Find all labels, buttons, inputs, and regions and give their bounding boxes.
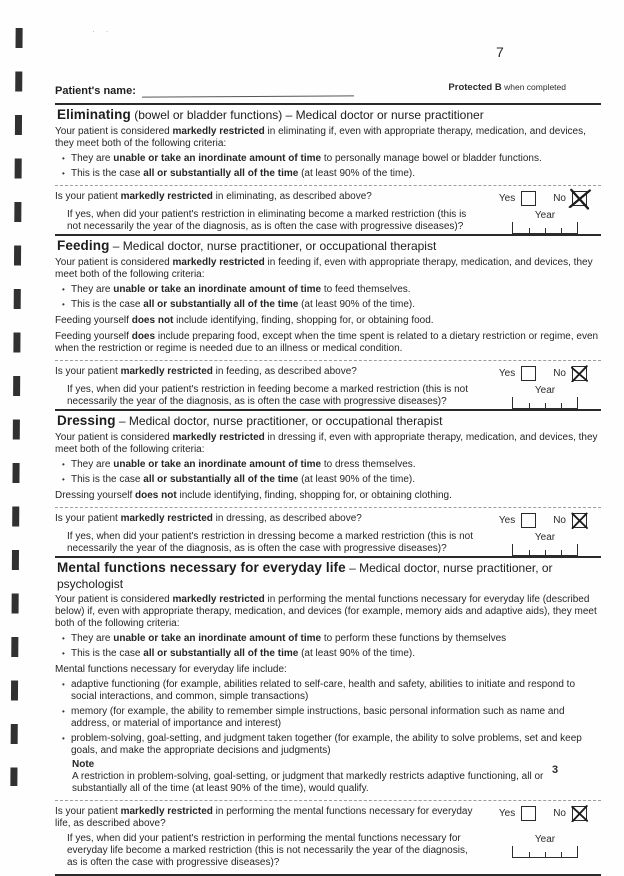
text-post: (at least 90% of the time). [298, 167, 416, 179]
mental-function-bullet [62, 679, 601, 703]
yes-label: Yes [498, 807, 516, 819]
section-intro [55, 432, 601, 456]
text-bold: does not [131, 314, 174, 326]
text-bold: markedly restricted [172, 431, 265, 443]
bullet-dot-icon: • [62, 474, 65, 484]
x-mark-icon [567, 187, 592, 211]
text-post: (at least 90% of the time). [298, 647, 416, 659]
criteria-bullet [62, 299, 601, 311]
title-rest: – Medical doctor, nurse practitioner, or psychologist [57, 560, 553, 591]
protected-b-rest: when completed [501, 82, 566, 92]
year-block [489, 833, 601, 858]
question-text [55, 366, 499, 378]
text-bold: all or substantially all of the time [143, 298, 299, 310]
text-bold: unable or take an inordinate amount of time [113, 152, 322, 164]
if-yes-text: If yes, when did your patient's restriction in eliminating become a marked restriction (this is not necessarily the year of the diagnosis, as is often the case with progressive diseases)? [67, 208, 467, 232]
bullet-dot-icon: • [62, 153, 65, 163]
question-text [55, 513, 499, 525]
text-pre: They are [71, 458, 114, 470]
mental-function-bullet [62, 706, 601, 730]
text-pre: Your patient is considered [55, 431, 173, 443]
text-post: in dressing if, even with appropriate therapy, medication, and devices, they meet both of the following criteria: [55, 431, 598, 455]
page-number-top: 7 [496, 44, 504, 60]
section-feeding [55, 234, 601, 409]
text-pre: Is your patient [55, 805, 121, 817]
text-pre: Is your patient [55, 190, 121, 202]
x-mark-icon [571, 365, 588, 382]
year-label: Year [534, 833, 556, 845]
if-yes-text: If yes, when did your patient's restriction in performing the mental functions necessary for everyday life become a marked restriction (this is not necessarily the year of the diagnosis, as is often the case with progressive diseases)? [67, 832, 468, 868]
include-line: Mental functions necessary for everyday life include: [55, 663, 287, 675]
year-label: Year [534, 209, 556, 221]
section-mental-title [57, 560, 601, 592]
text-bold: unable or take an inordinate amount of time [113, 283, 322, 295]
bullet-dot-icon: • [62, 168, 65, 178]
clarification-paragraph [55, 331, 601, 355]
text-pre: Dressing yourself [55, 489, 136, 501]
bullet-text: memory (for example, the ability to remember simple instructions, basic personal information such as name and address, or material of importance and interest) [71, 705, 565, 729]
question-text [55, 191, 499, 203]
x-mark-icon [571, 512, 588, 529]
eliminating-yes-checkbox[interactable] [521, 191, 536, 206]
bullet-dot-icon: • [62, 459, 65, 469]
text-post: in dressing, as described above? [212, 512, 362, 524]
text-bold: does [131, 330, 156, 342]
criteria-bullet [62, 284, 601, 296]
text-bold: unable or take an inordinate amount of time [113, 632, 322, 644]
text-post: in eliminating if, even with appropriate therapy, medication, and devices, they meet both of the following criteria: [55, 125, 586, 149]
section-mental-functions [55, 556, 601, 876]
if-yes-text: If yes, when did your patient's restriction in dressing become a marked restriction (this is not necessarily the year of the diagnosis, as is often the case with progressive diseases)? [67, 530, 473, 554]
mental-year-field[interactable] [512, 846, 578, 858]
dressing-yes-checkbox[interactable] [521, 513, 536, 528]
mental-function-bullet [62, 733, 601, 757]
scan-artifact: · · [92, 26, 113, 36]
text-pre: This is the case [71, 298, 144, 310]
text-post: to feed themselves. [321, 283, 411, 295]
question-row [55, 800, 601, 830]
protected-b-label [448, 82, 566, 93]
text-pre: They are [71, 152, 114, 164]
section-eliminating-title [57, 107, 601, 124]
text-pre: Your patient is considered [55, 256, 173, 268]
no-label: No [553, 807, 566, 819]
text-pre: They are [71, 283, 114, 295]
text-bold: does not [135, 489, 177, 501]
answer-options [499, 513, 601, 528]
dressing-year-field[interactable] [512, 544, 578, 556]
if-yes-text: If yes, when did your patient's restriction in feeding become a marked restriction (this is not necessarily the year of the diagnosis, as is often the case with progressive diseases)? [67, 383, 468, 407]
patient-name-label: Patient's name: [55, 85, 136, 97]
bullet-dot-icon: • [62, 633, 65, 643]
text-post: in performing the mental functions necessary for everyday life (described below) if, even with appropriate therapy, medication, and devices (for example, memory aids and adaptive aids), they meet both of the following criteria: [55, 593, 597, 629]
yes-label: Yes [498, 367, 516, 379]
text-bold: markedly restricted [172, 125, 265, 137]
year-label: Year [534, 384, 556, 396]
bullet-text: adaptive functioning (for example, abilities related to self-care, health and safety, abilities to initiate and respond to social interactions, and common, simple transactions) [71, 678, 575, 702]
text-pre: They are [71, 632, 114, 644]
year-label: Year [534, 531, 556, 543]
page-number-bottom: 3 [552, 764, 559, 776]
feeding-year-field[interactable] [512, 397, 578, 409]
dressing-no-checkbox[interactable] [572, 513, 587, 528]
note-block [72, 759, 601, 795]
section-intro [55, 594, 601, 630]
patient-name-row [55, 84, 354, 97]
answer-options [499, 191, 601, 206]
text-post: in feeding, as described above? [212, 365, 357, 377]
section-intro [55, 126, 601, 150]
text-post: in eliminating, as described above? [212, 190, 372, 202]
text-pre: This is the case [71, 167, 144, 179]
answer-options [499, 366, 601, 381]
bullet-text: problem-solving, goal-setting, and judgment taken together (for example, the ability to solve problems, set and keep goals, and make the appropriate decisions and judgments) [71, 732, 582, 756]
text-bold: markedly restricted [120, 190, 213, 202]
question-row [55, 507, 601, 528]
section-dressing-title [57, 413, 601, 430]
text-post: to perform these functions by themselves [321, 632, 507, 644]
text-bold: unable or take an inordinate amount of time [113, 458, 322, 470]
bullet-dot-icon: • [62, 299, 65, 309]
text-pre: Feeding yourself [55, 330, 132, 342]
bullet-dot-icon: • [62, 706, 65, 716]
text-bold: markedly restricted [172, 256, 265, 268]
eliminating-no-checkbox[interactable] [572, 191, 587, 206]
note-text: A restriction in problem-solving, goal-setting, or judgment that markedly restricts adaptive functioning, all or substantially all of the time (at least 90% of the time), would qualify. [72, 770, 544, 794]
bullet-dot-icon: • [62, 648, 65, 658]
text-post: in performing the mental functions necessary for everyday life, as described above? [55, 805, 473, 829]
text-post: (at least 90% of the time). [298, 473, 416, 485]
question-row [55, 360, 601, 381]
eliminating-year-field[interactable] [512, 222, 578, 234]
no-label: No [553, 192, 566, 204]
title-bold: Mental functions necessary for everyday life [57, 559, 346, 575]
section-intro [55, 257, 601, 281]
text-post: to personally manage bowel or bladder functions. [321, 152, 542, 164]
text-bold: markedly restricted [172, 593, 265, 605]
text-pre: Your patient is considered [55, 593, 173, 605]
x-mark-icon [571, 805, 588, 822]
no-label: No [553, 514, 566, 526]
title-bold: Dressing [57, 412, 116, 428]
yes-label: Yes [498, 192, 516, 204]
text-post: (at least 90% of the time). [298, 298, 416, 310]
text-post: in feeding if, even with appropriate therapy, medication, and devices, they meet both of the following criteria: [55, 256, 593, 280]
criteria-bullet [62, 153, 601, 165]
title-bold: Eliminating [57, 107, 131, 122]
text-bold: all or substantially all of the time [143, 473, 299, 485]
year-block [489, 209, 601, 234]
text-pre: Your patient is considered [55, 125, 173, 137]
text-bold: all or substantially all of the time [143, 647, 299, 659]
clarification-paragraph [55, 490, 601, 502]
text-post: include identifying, finding, shopping for, or obtaining food. [173, 314, 434, 326]
text-post: include identifying, finding, shopping for, or obtaining clothing. [176, 489, 452, 501]
text-post: to dress themselves. [321, 458, 416, 470]
text-pre: This is the case [71, 647, 144, 659]
bullet-dot-icon: • [62, 733, 65, 743]
feeding-yes-checkbox[interactable] [521, 366, 536, 381]
section-eliminating [55, 103, 601, 234]
criteria-bullet [62, 474, 601, 486]
form-body [55, 103, 601, 876]
protected-b-bold: Protected B [448, 82, 502, 93]
text-bold: markedly restricted [120, 512, 213, 524]
title-bold: Feeding [57, 237, 110, 253]
text-pre: This is the case [71, 473, 144, 485]
title-rest: – Medical doctor, nurse practitioner, or occupational therapist [115, 413, 443, 428]
criteria-bullet [62, 459, 601, 471]
question-row [55, 185, 601, 206]
text-pre: Is your patient [55, 512, 121, 524]
if-yes-row [55, 531, 601, 556]
criteria-bullet [62, 633, 601, 645]
yes-label: Yes [498, 514, 516, 526]
text-pre: Feeding yourself [55, 314, 132, 326]
if-yes-row [55, 833, 601, 869]
question-text [55, 806, 499, 830]
note-label: Note [72, 758, 95, 770]
if-yes-row [55, 384, 601, 409]
patient-name-field[interactable] [142, 83, 354, 97]
text-bold: all or substantially all of the time [143, 167, 299, 179]
bullet-dot-icon: • [62, 284, 65, 294]
feeding-no-checkbox[interactable] [572, 366, 587, 381]
year-block [489, 531, 601, 556]
text-bold: markedly restricted [120, 805, 213, 817]
year-block [489, 384, 601, 409]
if-yes-row [55, 209, 601, 234]
scan-binding-marks [10, 28, 22, 786]
bullet-dot-icon: • [62, 679, 65, 689]
text-bold: markedly restricted [120, 365, 213, 377]
section-dressing [55, 409, 601, 556]
text-pre: Is your patient [55, 365, 121, 377]
no-label: No [553, 367, 566, 379]
clarification-paragraph [55, 315, 601, 327]
title-rest: – Medical doctor, nurse practitioner, or occupational therapist [109, 238, 437, 253]
criteria-bullet [62, 648, 601, 660]
title-rest: (bowel or bladder functions) – Medical doctor or nurse practitioner [130, 108, 484, 122]
criteria-bullet [62, 168, 601, 180]
section-feeding-title [57, 238, 601, 255]
text-post: include preparing food, except when the time spent is related to a dietary restriction or regime, even when the restriction or regime is needed due to an illness or medical condition. [55, 330, 599, 354]
